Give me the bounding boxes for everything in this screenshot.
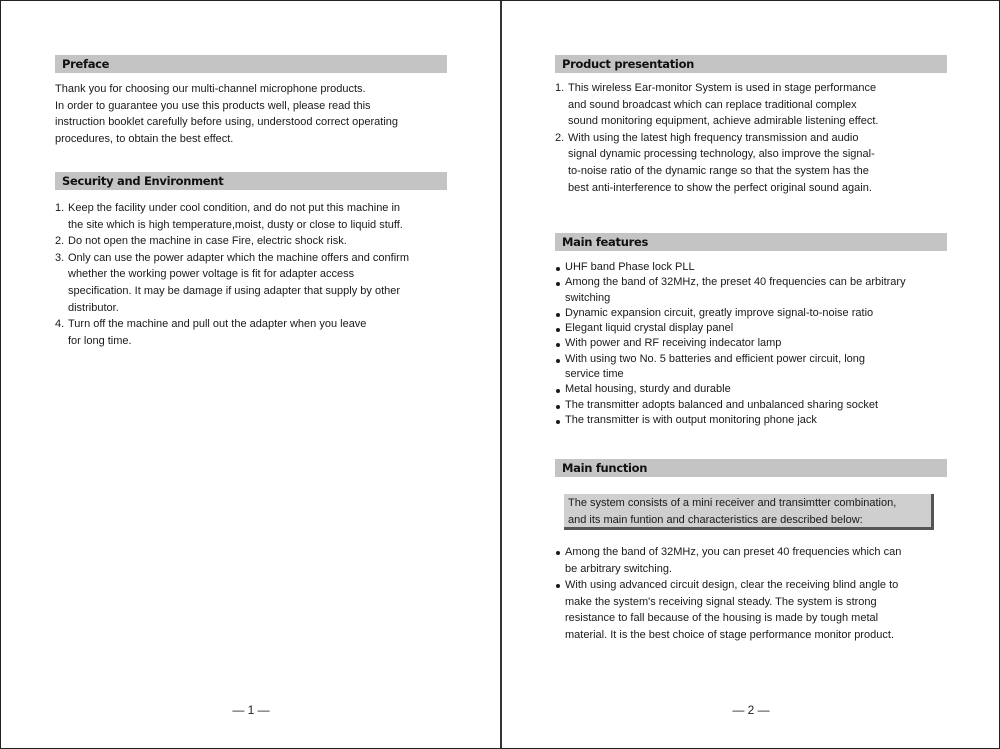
callout-line: and its main funtion and characteristics are described below: bbox=[568, 514, 863, 526]
item-line: Turn off the machine and pull out the adapter when you leave bbox=[68, 318, 367, 331]
item-line: With using the latest high frequency transmission and audio bbox=[568, 131, 859, 144]
preface-line: Thank you for choosing our multi-channel microphone products. bbox=[55, 83, 366, 95]
item-line: Among the band of 32MHz, you can preset 40 frequencies which can bbox=[565, 546, 902, 558]
feature-item bbox=[555, 306, 955, 321]
item-line: material. It is the best choice of stage performance monitor product. bbox=[565, 628, 894, 641]
security-item-3 bbox=[55, 250, 455, 316]
main-function-callout bbox=[564, 494, 934, 530]
item-line: sound monitoring equipment, achieve admirable listening effect. bbox=[568, 115, 879, 128]
item-number: 2. bbox=[55, 235, 65, 248]
item-line: The transmitter adopts balanced and unbalanced sharing socket bbox=[565, 398, 879, 411]
item-line: UHF band Phase lock PLL bbox=[565, 261, 695, 273]
feature-item bbox=[555, 321, 955, 336]
item-line: switching bbox=[565, 291, 611, 304]
feature-item bbox=[555, 413, 955, 428]
item-line: the site which is high temperature,moist, dusty or close to liquid stuff. bbox=[68, 218, 403, 231]
item-number: 3. bbox=[55, 251, 65, 264]
main-features-heading: Main features bbox=[555, 233, 947, 251]
item-line: make the system's receiving signal steady. The system is strong bbox=[565, 595, 877, 608]
main-features-list bbox=[555, 260, 955, 428]
item-line: to-noise ratio of the dynamic range so that the system has the bbox=[568, 164, 869, 177]
item-line: specification. It may be damage if using adapter that supply by other bbox=[68, 284, 401, 297]
item-line: This wireless Ear-monitor System is used in stage performance bbox=[568, 82, 877, 94]
item-line: resistance to fall because of the housing is made by tough metal bbox=[565, 612, 879, 625]
item-line: Elegant liquid crystal display panel bbox=[565, 322, 734, 335]
preface-line: procedures, to obtain the best effect. bbox=[55, 132, 234, 145]
item-line: best anti-interference to show the perfect original sound again. bbox=[568, 181, 872, 194]
item-line: Among the band of 32MHz, the preset 40 frequencies can be arbitrary bbox=[565, 276, 906, 289]
item-line: for long time. bbox=[68, 334, 132, 347]
item-line: and sound broadcast which can replace traditional complex bbox=[568, 98, 857, 111]
security-list bbox=[55, 200, 455, 349]
item-line: Dynamic expansion circuit, greatly improve signal-to-noise ratio bbox=[565, 306, 874, 319]
preface-line: instruction booklet carefully before using, understood correct operating bbox=[55, 116, 399, 129]
presentation-item-2 bbox=[555, 130, 955, 196]
item-line: With using two No. 5 batteries and efficient power circuit, long bbox=[565, 352, 866, 365]
feature-item bbox=[555, 275, 955, 306]
item-line: be arbitrary switching. bbox=[565, 562, 672, 575]
presentation-item-1 bbox=[555, 80, 955, 130]
preface-line: In order to guarantee you use this products well, please read this bbox=[55, 99, 371, 112]
preface-text bbox=[55, 81, 455, 147]
item-line: With using advanced circuit design, clear the receiving blind angle to bbox=[565, 579, 899, 592]
page-number-1: — 1 — bbox=[232, 703, 270, 717]
product-presentation-list bbox=[555, 80, 955, 196]
security-item-4 bbox=[55, 316, 455, 349]
feature-item bbox=[555, 336, 955, 351]
security-heading: Security and Environment bbox=[55, 172, 447, 190]
main-function-list bbox=[555, 544, 955, 644]
callout-line: The system consists of a mini receiver and transimtter combination, bbox=[568, 497, 897, 509]
item-line: service time bbox=[565, 368, 624, 381]
page-divider bbox=[500, 1, 502, 748]
preface-heading: Preface bbox=[55, 55, 447, 73]
item-line: whether the working power voltage is fit for adapter access bbox=[68, 268, 355, 281]
item-number: 1. bbox=[555, 82, 565, 94]
feature-item bbox=[555, 382, 955, 397]
item-line: With power and RF receiving indecator lamp bbox=[565, 337, 782, 350]
function-item bbox=[555, 544, 955, 577]
security-item-2 bbox=[55, 233, 455, 250]
item-number: 1. bbox=[55, 202, 65, 214]
item-line: Do not open the machine in case Fire, electric shock risk. bbox=[68, 235, 347, 248]
item-line: Keep the facility under cool condition, and do not put this machine in bbox=[68, 202, 401, 214]
item-line: Only can use the power adapter which the machine offers and confirm bbox=[68, 251, 409, 264]
feature-item bbox=[555, 398, 955, 413]
feature-item bbox=[555, 352, 955, 383]
item-line: The transmitter is with output monitoring phone jack bbox=[565, 413, 817, 426]
item-line: Metal housing, sturdy and durable bbox=[565, 383, 731, 396]
left-page bbox=[1, 1, 500, 748]
main-function-heading: Main function bbox=[555, 459, 947, 477]
item-line: distributor. bbox=[68, 301, 119, 314]
item-number: 2. bbox=[555, 131, 565, 144]
security-item-1 bbox=[55, 200, 455, 233]
product-presentation-heading: Product presentation bbox=[555, 55, 947, 73]
item-line: signal dynamic processing technology, also improve the signal- bbox=[568, 148, 875, 161]
item-number: 4. bbox=[55, 318, 65, 331]
page-number-2: — 2 — bbox=[732, 703, 770, 717]
feature-item bbox=[555, 260, 955, 275]
function-item bbox=[555, 577, 955, 643]
